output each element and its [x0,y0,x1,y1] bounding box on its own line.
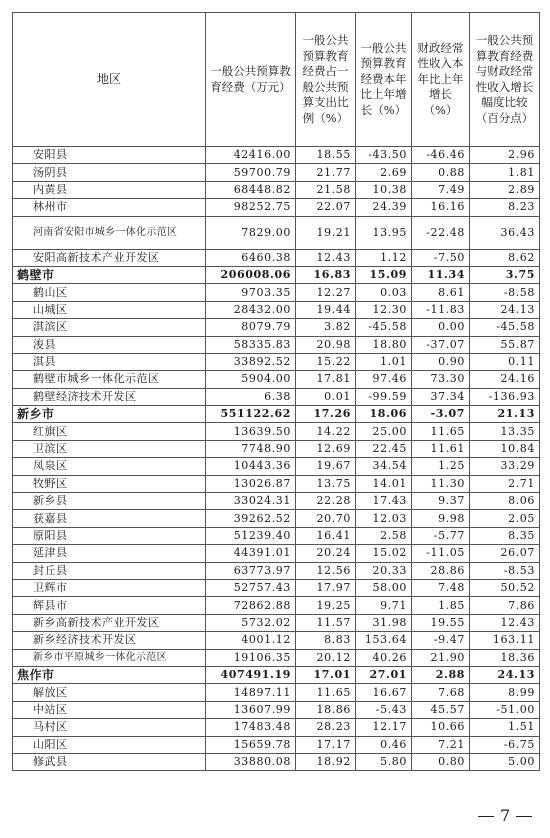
funding-growth-cell: 9.71 [356,597,412,614]
city-row [13,666,540,683]
page-number-dash-left [478,816,494,817]
revenue-growth-cell: 0.90 [412,353,470,370]
header-funding-growth: 一般公共预算教育经费本年比上年增长（%） [356,13,412,147]
funding-cell: 33892.52 [206,353,296,370]
table-row [13,216,540,249]
comparison-cell: 21.13 [470,406,540,423]
comparison-cell: 26.07 [470,545,540,562]
funding-cell: 4001.12 [206,632,296,649]
header-revenue-growth: 财政经常性收入本年比上年增长（%） [412,13,470,147]
share-cell: 19.44 [296,301,356,318]
funding-growth-cell: 5.80 [356,753,412,770]
share-cell: 17.17 [296,736,356,753]
page-number-value: 7 [500,806,511,825]
region-name-cell: 新乡市 [13,406,206,423]
comparison-cell: 33.29 [470,458,540,475]
comparison-cell: -8.58 [470,284,540,301]
funding-cell: 10443.36 [206,458,296,475]
funding-growth-cell: -99.59 [356,388,412,405]
table-row [13,510,540,527]
funding-cell: 551122.62 [206,406,296,423]
share-cell: 20.24 [296,545,356,562]
revenue-growth-cell: 10.66 [412,719,470,736]
funding-growth-cell: 27.01 [356,666,412,683]
funding-growth-cell: 16.67 [356,684,412,701]
funding-cell: 15659.78 [206,736,296,753]
comparison-cell: 50.52 [470,579,540,596]
table-row [13,701,540,718]
funding-cell: 19106.35 [206,649,296,666]
comparison-cell: 13.35 [470,423,540,440]
share-cell: 18.55 [296,147,356,164]
funding-growth-cell: 0.46 [356,736,412,753]
table-row [13,440,540,457]
revenue-growth-cell: -46.46 [412,147,470,164]
region-name-cell: 新乡县 [13,493,206,510]
revenue-growth-cell: 7.48 [412,579,470,596]
funding-cell: 72862.88 [206,597,296,614]
revenue-growth-cell: -37.07 [412,336,470,353]
share-cell: 19.21 [296,216,356,249]
revenue-growth-cell: 0.80 [412,753,470,770]
table-row [13,632,540,649]
revenue-growth-cell: 11.30 [412,475,470,492]
region-name-cell: 卫辉市 [13,579,206,596]
revenue-growth-cell: -7.50 [412,249,470,266]
table-row [13,684,540,701]
table-row [13,562,540,579]
region-name-cell: 辉县市 [13,597,206,614]
share-cell: 3.82 [296,319,356,336]
share-cell: 12.69 [296,440,356,457]
comparison-cell: -136.93 [470,388,540,405]
comparison-cell: 36.43 [470,216,540,249]
city-row [13,406,540,423]
funding-cell: 9703.35 [206,284,296,301]
revenue-growth-cell: 8.61 [412,284,470,301]
share-cell: 13.75 [296,475,356,492]
funding-cell: 13607.99 [206,701,296,718]
funding-cell: 5904.00 [206,371,296,388]
funding-cell: 28432.00 [206,301,296,318]
revenue-growth-cell: -22.48 [412,216,470,249]
funding-cell: 33880.08 [206,753,296,770]
header-education-funding: 一般公共预算教育经费（万元） [206,13,296,147]
comparison-cell: 18.36 [470,649,540,666]
table-row [13,545,540,562]
comparison-cell: 8.62 [470,249,540,266]
revenue-growth-cell: 37.34 [412,388,470,405]
share-cell: 12.56 [296,562,356,579]
revenue-growth-cell: 11.61 [412,440,470,457]
revenue-growth-cell: 7.49 [412,181,470,198]
funding-cell: 98252.75 [206,199,296,216]
funding-growth-cell: 12.17 [356,719,412,736]
funding-cell: 13026.87 [206,475,296,492]
funding-cell: 42416.00 [206,147,296,164]
comparison-cell: 55.87 [470,336,540,353]
funding-cell: 13639.50 [206,423,296,440]
region-name-cell: 修武县 [13,753,206,770]
funding-growth-cell: 97.46 [356,371,412,388]
comparison-cell: 1.51 [470,719,540,736]
funding-growth-cell: 15.09 [356,266,412,283]
region-name-cell: 焦作市 [13,666,206,683]
revenue-growth-cell: -11.05 [412,545,470,562]
table-row [13,579,540,596]
share-cell: 22.07 [296,199,356,216]
comparison-cell: 163.11 [470,632,540,649]
revenue-growth-cell: -5.77 [412,527,470,544]
revenue-growth-cell: 45.57 [412,701,470,718]
funding-cell: 63773.97 [206,562,296,579]
comparison-cell: -6.75 [470,736,540,753]
funding-growth-cell: 22.45 [356,440,412,457]
region-name-cell: 凤泉区 [13,458,206,475]
comparison-cell: 24.13 [470,301,540,318]
funding-growth-cell: 20.33 [356,562,412,579]
funding-cell: 7748.90 [206,440,296,457]
share-cell: 16.41 [296,527,356,544]
region-name-cell: 鹤山区 [13,284,206,301]
share-cell: 21.58 [296,181,356,198]
region-name-cell: 内黄县 [13,181,206,198]
funding-cell: 39262.52 [206,510,296,527]
region-name-cell: 淇滨区 [13,319,206,336]
share-cell: 17.01 [296,666,356,683]
share-cell: 20.12 [296,649,356,666]
revenue-growth-cell: 28.86 [412,562,470,579]
funding-growth-cell: -5.43 [356,701,412,718]
funding-cell: 407491.19 [206,666,296,683]
region-name-cell: 封丘县 [13,562,206,579]
city-row [13,266,540,283]
revenue-growth-cell: 73.30 [412,371,470,388]
region-name-cell: 淇县 [13,353,206,370]
comparison-cell: 0.11 [470,353,540,370]
comparison-cell: 8.06 [470,493,540,510]
revenue-growth-cell: 7.21 [412,736,470,753]
revenue-growth-cell: 7.68 [412,684,470,701]
funding-growth-cell: 0.03 [356,284,412,301]
table-row [13,353,540,370]
share-cell: 28.23 [296,719,356,736]
region-name-cell: 汤阴县 [13,164,206,181]
funding-cell: 6.38 [206,388,296,405]
funding-growth-cell: 2.58 [356,527,412,544]
region-name-cell: 中站区 [13,701,206,718]
funding-growth-cell: 1.01 [356,353,412,370]
share-cell: 20.98 [296,336,356,353]
table-row [13,181,540,198]
funding-cell: 51239.40 [206,527,296,544]
share-cell: 17.26 [296,406,356,423]
funding-cell: 7829.00 [206,216,296,249]
region-name-cell: 山阳区 [13,736,206,753]
funding-growth-cell: 12.30 [356,301,412,318]
table-row [13,614,540,631]
region-name-cell: 浚县 [13,336,206,353]
region-name-cell: 河南省安阳市城乡一体化示范区 [13,216,206,249]
table-row [13,164,540,181]
funding-growth-cell: 10.38 [356,181,412,198]
revenue-growth-cell: 1.25 [412,458,470,475]
share-cell: 14.22 [296,423,356,440]
funding-growth-cell: 18.80 [356,336,412,353]
revenue-growth-cell: -11.83 [412,301,470,318]
comparison-cell: 7.86 [470,597,540,614]
comparison-cell: 2.89 [470,181,540,198]
revenue-growth-cell: 0.00 [412,319,470,336]
funding-growth-cell: 153.64 [356,632,412,649]
funding-cell: 33024.31 [206,493,296,510]
comparison-cell: -8.53 [470,562,540,579]
revenue-growth-cell: 1.85 [412,597,470,614]
region-name-cell: 林州市 [13,199,206,216]
comparison-cell: 2.96 [470,147,540,164]
funding-cell: 17483.48 [206,719,296,736]
share-cell: 11.65 [296,684,356,701]
table-row [13,423,540,440]
share-cell: 0.01 [296,388,356,405]
share-cell: 22.28 [296,493,356,510]
share-cell: 17.81 [296,371,356,388]
revenue-growth-cell: 11.65 [412,423,470,440]
table-row [13,301,540,318]
funding-growth-cell: 1.12 [356,249,412,266]
table-row [13,371,540,388]
region-name-cell: 鹤壁市城乡一体化示范区 [13,371,206,388]
funding-growth-cell: 18.06 [356,406,412,423]
comparison-cell: 3.75 [470,266,540,283]
table-row [13,249,540,266]
funding-cell: 6460.38 [206,249,296,266]
table-row [13,319,540,336]
table-row [13,736,540,753]
funding-growth-cell: 40.26 [356,649,412,666]
funding-cell: 8079.79 [206,319,296,336]
page-number [472,806,538,825]
region-name-cell: 获嘉县 [13,510,206,527]
revenue-growth-cell: 9.98 [412,510,470,527]
region-name-cell: 延津县 [13,545,206,562]
revenue-growth-cell: 9.37 [412,493,470,510]
revenue-growth-cell: 0.88 [412,164,470,181]
funding-cell: 59700.79 [206,164,296,181]
comparison-cell: 12.43 [470,614,540,631]
funding-cell: 206008.06 [206,266,296,283]
revenue-growth-cell: -3.07 [412,406,470,423]
revenue-growth-cell: -9.47 [412,632,470,649]
funding-growth-cell: 25.00 [356,423,412,440]
share-cell: 18.92 [296,753,356,770]
region-name-cell: 解放区 [13,684,206,701]
funding-cell: 5732.02 [206,614,296,631]
comparison-cell: 24.16 [470,371,540,388]
table-row [13,597,540,614]
funding-growth-cell: -45.58 [356,319,412,336]
share-cell: 17.97 [296,579,356,596]
share-cell: 12.43 [296,249,356,266]
share-cell: 15.22 [296,353,356,370]
revenue-growth-cell: 19.55 [412,614,470,631]
funding-growth-cell: 2.69 [356,164,412,181]
table-row [13,388,540,405]
revenue-growth-cell: 11.34 [412,266,470,283]
funding-growth-cell: 24.39 [356,199,412,216]
funding-growth-cell: 14.01 [356,475,412,492]
revenue-growth-cell: 21.90 [412,649,470,666]
table-body [13,147,540,771]
region-name-cell: 红旗区 [13,423,206,440]
table-row [13,336,540,353]
funding-cell: 52757.43 [206,579,296,596]
region-name-cell: 新乡高新技术产业开发区 [13,614,206,631]
funding-growth-cell: 13.95 [356,216,412,249]
funding-growth-cell: 34.54 [356,458,412,475]
funding-growth-cell: 12.03 [356,510,412,527]
share-cell: 18.86 [296,701,356,718]
share-cell: 8.83 [296,632,356,649]
table-row [13,753,540,770]
education-funding-table [12,12,540,771]
funding-growth-cell: 17.43 [356,493,412,510]
comparison-cell: 8.35 [470,527,540,544]
comparison-cell: 1.81 [470,164,540,181]
share-cell: 11.57 [296,614,356,631]
page-number-dash-right [516,816,532,817]
table-row [13,284,540,301]
share-cell: 20.70 [296,510,356,527]
table-row [13,649,540,666]
revenue-growth-cell: 16.16 [412,199,470,216]
funding-cell: 44391.01 [206,545,296,562]
table-row [13,719,540,736]
table-row [13,147,540,164]
revenue-growth-cell: 2.88 [412,666,470,683]
comparison-cell: -45.58 [470,319,540,336]
header-share-of-expenditure: 一般公共预算教育经费占一般公共预算支出比例（%） [296,13,356,147]
header-growth-comparison: 一般公共预算教育经费与财政经常性收入增长幅度比较（百分点） [470,13,540,147]
region-name-cell: 卫滨区 [13,440,206,457]
funding-cell: 58335.83 [206,336,296,353]
region-name-cell: 原阳县 [13,527,206,544]
funding-growth-cell: 15.02 [356,545,412,562]
region-name-cell: 鹤壁市 [13,266,206,283]
region-name-cell: 山城区 [13,301,206,318]
funding-cell: 14897.11 [206,684,296,701]
share-cell: 12.27 [296,284,356,301]
region-name-cell: 新乡经济技术开发区 [13,632,206,649]
share-cell: 21.77 [296,164,356,181]
share-cell: 19.25 [296,597,356,614]
region-name-cell: 马村区 [13,719,206,736]
comparison-cell: 10.84 [470,440,540,457]
table-row [13,493,540,510]
share-cell: 16.83 [296,266,356,283]
funding-growth-cell: 31.98 [356,614,412,631]
comparison-cell: 2.05 [470,510,540,527]
region-name-cell: 新乡市平原城乡一体化示范区 [13,649,206,666]
comparison-cell: 2.71 [470,475,540,492]
table-row [13,458,540,475]
comparison-cell: 8.99 [470,684,540,701]
comparison-cell: -51.00 [470,701,540,718]
region-name-cell: 鹤壁经济技术开发区 [13,388,206,405]
comparison-cell: 8.23 [470,199,540,216]
region-name-cell: 安阳高新技术产业开发区 [13,249,206,266]
header-region: 地区 [13,13,206,147]
funding-growth-cell: 58.00 [356,579,412,596]
funding-growth-cell: -43.50 [356,147,412,164]
table-header [13,13,540,147]
table-row [13,199,540,216]
table-row [13,527,540,544]
share-cell: 19.67 [296,458,356,475]
region-name-cell: 牧野区 [13,475,206,492]
comparison-cell: 5.00 [470,753,540,770]
comparison-cell: 24.13 [470,666,540,683]
funding-cell: 68448.82 [206,181,296,198]
table-row [13,475,540,492]
region-name-cell: 安阳县 [13,147,206,164]
